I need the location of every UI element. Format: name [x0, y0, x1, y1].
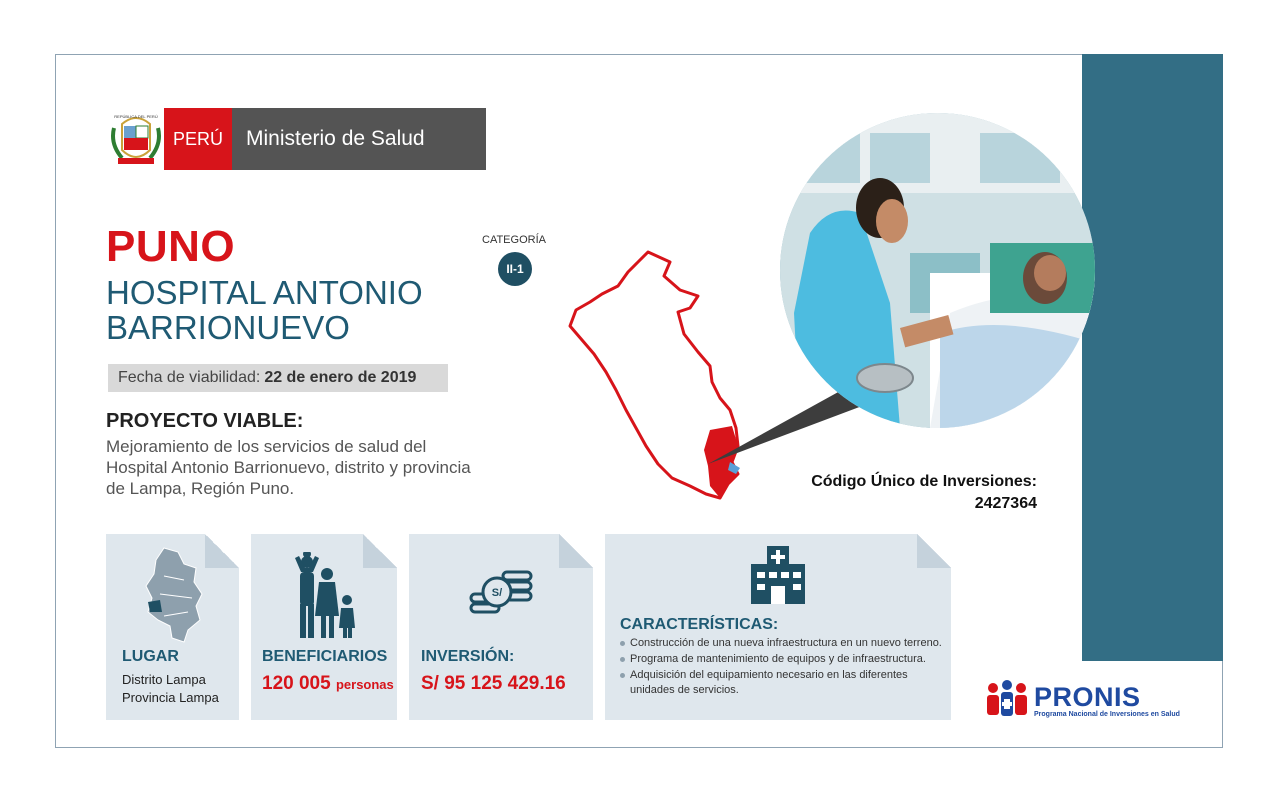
list-item: Construcción de una nueva infraestructura en un nuevo terreno. — [620, 636, 950, 651]
peru-coat-of-arms-icon — [108, 108, 164, 170]
project-description: Mejoramiento de los servicios de salud del Hospital Antonio Barrionuevo, distrito y provincia de Lampa, Región Puno. — [106, 437, 471, 498]
viability-date-value: 22 de enero de 2019 — [264, 369, 417, 386]
family-icon — [291, 552, 357, 638]
investment-code-value: 2427364 — [974, 495, 1037, 512]
hospital-building-icon — [749, 546, 807, 604]
beneficiarios-value-line — [262, 673, 394, 695]
hospital-title: HOSPITAL ANTONIO BARRIONUEVO — [106, 274, 423, 346]
lugar-line1: Distrito Lampa — [122, 672, 206, 687]
caracteristicas-title: CARACTERÍSTICAS: — [620, 616, 779, 633]
investment-code-label: Código Único de Inversiones: — [811, 473, 1037, 490]
hospital-photo — [780, 113, 1095, 428]
card-beneficiarios — [251, 534, 397, 720]
list-item: Adquisición del equipamiento necesario en las diferentes unidades de servicios. — [620, 668, 950, 698]
inversion-value: S/ 95 125 429.16 — [421, 673, 566, 694]
pronis-name: PRONIS — [1034, 682, 1141, 712]
category-badge: II-1 — [498, 252, 532, 286]
beneficiarios-value: 120 005 — [262, 673, 331, 694]
decorative-teal-band — [1082, 54, 1223, 661]
inversion-title: INVERSIÓN: — [421, 648, 515, 665]
pronis-subtitle: Programa Nacional de Inversiones en Salud — [1034, 711, 1180, 718]
svg-text:REPÚBLICA DEL PERÚ: REPÚBLICA DEL PERÚ — [114, 114, 158, 119]
lugar-title: LUGAR — [122, 648, 179, 665]
ministry-label: Ministerio de Salud — [232, 108, 486, 170]
category-label: CATEGORÍA — [482, 234, 546, 246]
beneficiarios-unit: personas — [335, 677, 394, 692]
lampa-map-icon — [144, 546, 204, 644]
coin-symbol: S/ — [491, 587, 503, 599]
project-title: PROYECTO VIABLE: — [106, 410, 304, 432]
investment-code — [760, 471, 1037, 515]
beneficiarios-title: BENEFICIARIOS — [262, 648, 388, 665]
ministry-header — [108, 108, 486, 170]
card-lugar — [106, 534, 239, 720]
lugar-line2: Provincia Lampa — [122, 690, 219, 705]
coins-icon — [467, 568, 535, 618]
viability-date — [108, 364, 448, 392]
caracteristicas-list — [620, 636, 950, 699]
region-title: PUNO — [106, 222, 236, 271]
list-item: Programa de mantenimiento de equipos y de infraestructura. — [620, 652, 950, 667]
card-inversion — [409, 534, 593, 720]
viability-date-label: Fecha de viabilidad: — [118, 369, 261, 386]
country-label: PERÚ — [164, 108, 232, 170]
